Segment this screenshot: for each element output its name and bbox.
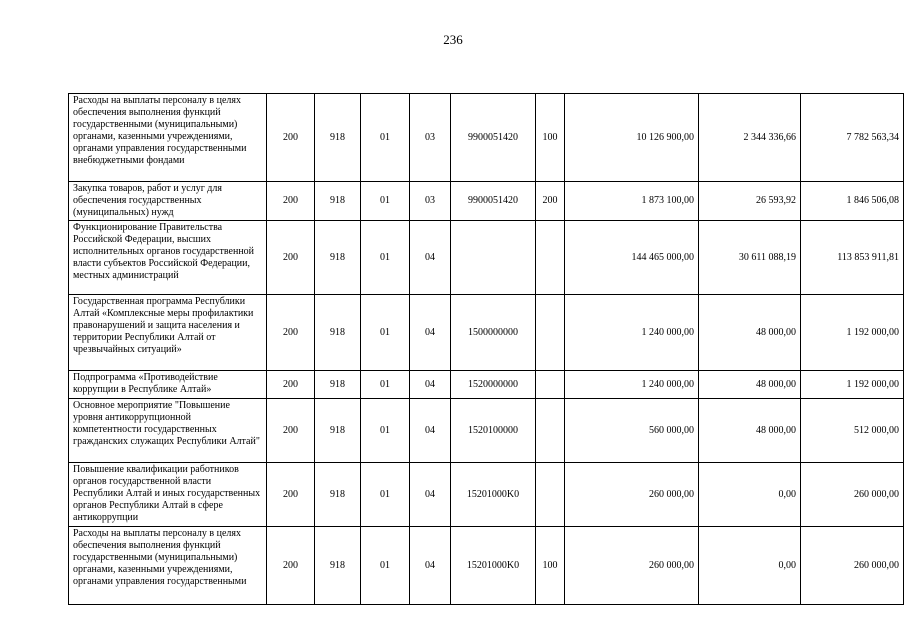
table-row: [69, 371, 904, 399]
cell-planned-amount: 1 240 000,00: [565, 371, 699, 399]
table-row: [69, 399, 904, 463]
cell-expense-type: [536, 371, 565, 399]
cell-planned-amount: 10 126 900,00: [565, 94, 699, 182]
cell-expense-type: 100: [536, 527, 565, 605]
cell-planned-amount: 260 000,00: [565, 527, 699, 605]
table-row: [69, 94, 904, 182]
row-name: Расходы на выплаты персоналу в целях обеспечения выполнения функций государственными (муниципальными) органами, казенными учреждениями, органами управления государственными внебюджетными фондами: [69, 94, 267, 182]
cell-code-2: 918: [315, 182, 361, 221]
cell-expense-type: [536, 295, 565, 371]
cell-executed-amount: 0,00: [699, 527, 801, 605]
row-name: Функционирование Правительства Российской Федерации, высших исполнительных органов государственной власти субъектов Российской Федерации, местных администраций: [69, 221, 267, 295]
cell-executed-amount: 30 611 088,19: [699, 221, 801, 295]
cell-code-2: 918: [315, 221, 361, 295]
cell-target-article: 15201000K0: [451, 527, 536, 605]
cell-target-article: 1520000000: [451, 371, 536, 399]
cell-remaining-amount: 260 000,00: [801, 463, 904, 527]
cell-section: 01: [361, 371, 410, 399]
cell-target-article: 9900051420: [451, 182, 536, 221]
page-number: 236: [443, 32, 463, 47]
cell-executed-amount: 48 000,00: [699, 399, 801, 463]
cell-code-2: 918: [315, 527, 361, 605]
budget-table: [68, 93, 904, 605]
cell-executed-amount: 2 344 336,66: [699, 94, 801, 182]
cell-code-1: 200: [267, 221, 315, 295]
cell-subsection: 03: [410, 182, 451, 221]
cell-remaining-amount: 512 000,00: [801, 399, 904, 463]
cell-subsection: 04: [410, 221, 451, 295]
cell-code-1: 200: [267, 371, 315, 399]
cell-expense-type: 200: [536, 182, 565, 221]
cell-executed-amount: 0,00: [699, 463, 801, 527]
cell-executed-amount: 48 000,00: [699, 295, 801, 371]
cell-code-1: 200: [267, 399, 315, 463]
cell-expense-type: 100: [536, 94, 565, 182]
cell-expense-type: [536, 399, 565, 463]
cell-remaining-amount: 260 000,00: [801, 527, 904, 605]
cell-subsection: 04: [410, 399, 451, 463]
cell-code-1: 200: [267, 295, 315, 371]
cell-code-2: 918: [315, 399, 361, 463]
cell-code-2: 918: [315, 94, 361, 182]
cell-code-1: 200: [267, 182, 315, 221]
cell-expense-type: [536, 463, 565, 527]
cell-remaining-amount: 113 853 911,81: [801, 221, 904, 295]
cell-planned-amount: 260 000,00: [565, 463, 699, 527]
cell-section: 01: [361, 295, 410, 371]
cell-remaining-amount: 1 192 000,00: [801, 295, 904, 371]
cell-target-article: [451, 221, 536, 295]
cell-code-1: 200: [267, 527, 315, 605]
cell-subsection: 04: [410, 371, 451, 399]
cell-target-article: 1500000000: [451, 295, 536, 371]
cell-planned-amount: 144 465 000,00: [565, 221, 699, 295]
cell-remaining-amount: 1 192 000,00: [801, 371, 904, 399]
cell-planned-amount: 560 000,00: [565, 399, 699, 463]
table-row: [69, 463, 904, 527]
cell-executed-amount: 26 593,92: [699, 182, 801, 221]
row-name: Государственная программа Республики Алтай «Комплексные меры профилактики правонарушений и защита населения и территории Республики Алтай от чрезвычайных ситуаций»: [69, 295, 267, 371]
table-row: [69, 527, 904, 605]
row-name: Закупка товаров, работ и услуг для обеспечения государственных (муниципальных) нужд: [69, 182, 267, 221]
cell-subsection: 03: [410, 94, 451, 182]
cell-target-article: 1520100000: [451, 399, 536, 463]
cell-planned-amount: 1 873 100,00: [565, 182, 699, 221]
cell-target-article: 9900051420: [451, 94, 536, 182]
cell-remaining-amount: 7 782 563,34: [801, 94, 904, 182]
row-name: Подпрограмма «Противодействие коррупции в Республике Алтай»: [69, 371, 267, 399]
row-name: Основное мероприятие "Повышение уровня антикоррупционной компетентности государственных гражданских служащих Республики Алтай": [69, 399, 267, 463]
cell-code-2: 918: [315, 371, 361, 399]
table-row: [69, 182, 904, 221]
cell-section: 01: [361, 94, 410, 182]
cell-section: 01: [361, 463, 410, 527]
cell-code-1: 200: [267, 463, 315, 527]
cell-planned-amount: 1 240 000,00: [565, 295, 699, 371]
cell-subsection: 04: [410, 463, 451, 527]
row-name: Расходы на выплаты персоналу в целях обеспечения выполнения функций государственными (муниципальными) органами, казенными учреждениями, органами управления государственными: [69, 527, 267, 605]
cell-section: 01: [361, 182, 410, 221]
cell-target-article: 15201000K0: [451, 463, 536, 527]
cell-code-1: 200: [267, 94, 315, 182]
cell-expense-type: [536, 221, 565, 295]
table-row: [69, 295, 904, 371]
table-row: [69, 221, 904, 295]
cell-code-2: 918: [315, 295, 361, 371]
table-body: [69, 94, 904, 605]
cell-section: 01: [361, 399, 410, 463]
cell-code-2: 918: [315, 463, 361, 527]
cell-section: 01: [361, 221, 410, 295]
row-name: Повышение квалификации работников органов государственной власти Республики Алтай и иных государственных органов Республики Алтай в сфере антикоррупции: [69, 463, 267, 527]
cell-remaining-amount: 1 846 506,08: [801, 182, 904, 221]
cell-subsection: 04: [410, 295, 451, 371]
cell-section: 01: [361, 527, 410, 605]
cell-executed-amount: 48 000,00: [699, 371, 801, 399]
cell-subsection: 04: [410, 527, 451, 605]
